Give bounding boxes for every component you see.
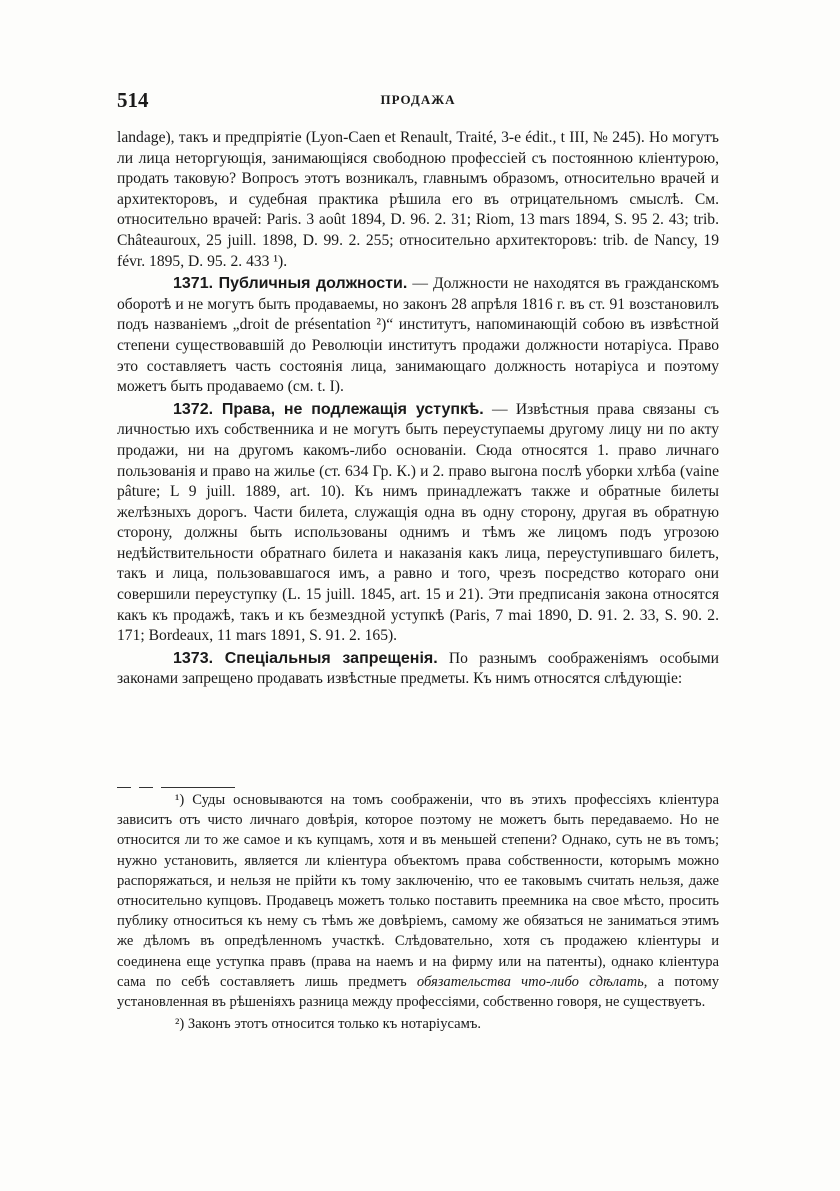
continuation-paragraph: landage), такъ и предпріятіе (Lyon-Caen et Renault, Traité, 3-е édit., t III, № 245). Но могутъ ли лица неторгующія, занимающіяся свободною профессіей съ постоянною кліентурою, продать таковую? Вопросъ этотъ возникалъ, главнымъ образомъ, относительно врачей и архитекторовъ, и судебная практика рѣшила его въ отрицательномъ смыслѣ. См. относительно врачей: Paris. 3 août 1894, D. 96. 2. 31; Riom, 13 mars 1894, S. 95 2. 43; trib. Châteauroux, 25 juill. 1898, D. 99. 2. 255; относительно архитекторовъ: trib. de Nancy, 19 févr. 1895, D. 95. 2. 433 ¹). (117, 129, 719, 270)
footnotes (117, 790, 719, 1034)
page-number: 514 (117, 88, 149, 112)
section-text: По разнымъ соображеніямъ особыми законами запрещено продавать извѣстные предметы. Къ нимъ относятся слѣдующіе: (117, 649, 719, 688)
main-text (117, 128, 719, 690)
page-header (117, 88, 719, 114)
section-1373 (117, 649, 719, 690)
section-1371 (117, 274, 719, 398)
footnote-1 (117, 790, 719, 1012)
rule-segment (117, 787, 131, 788)
rule-segment (161, 787, 235, 788)
footnote-emphasis: обязательства что-либо сдѣлать (416, 973, 644, 990)
rule-segment (139, 787, 153, 788)
section-1372 (117, 400, 719, 647)
section-text: — Должности не находятся въ гражданскомъ оборотѣ и не могутъ быть продаваемы, но законъ 28 апрѣля 1816 г. въ ст. 91 возстановилъ подъ названіемъ „droit de présentation ²)“ институтъ, напоминающій собою въ извѣстной степени существовавшій до Революціи институтъ продажи должности нотаріуса. Право это составляетъ часть состоянія лица, занимающаго должность нотаріуса и поэтому можетъ быть продаваемо (см. t. I). (117, 275, 720, 396)
section-heading: 1372. Права, не подлежащія уступкѣ. (173, 400, 484, 418)
footnote-text: ¹) Суды основываются на томъ соображеніи, что въ этихъ профессіяхъ кліентура зависитъ отъ чисто личнаго довѣрія, которое поэтому не можетъ быть передаваемо. Но не относится ли то же самое и къ купцамъ, хотя и въ меньшей степени? Однако, суть не въ томъ; нужно установить, является ли кліентура объектомъ права собственности, которымъ можно распоряжаться, и нельзя не прійти къ тому заключенію, что ее таковымъ считать нельзя, даже относительно купцовъ. Продавецъ можетъ только поставить преемника на свое мѣсто, просить публику относиться къ нему съ тѣмъ же довѣріемъ, самому же обязаться не заниматься этимъ же дѣломъ въ опредѣленномъ участкѣ. Слѣдовательно, хотя съ продажею кліентуры и соединена еще уступка правъ (права на наемъ и на фирму или на патенты), однако кліентура сама по себѣ составляетъ лишь предметъ (117, 792, 719, 990)
footnote-2: ²) Законъ этотъ относится только къ нотаріусамъ. (175, 1016, 482, 1033)
section-heading: 1371. Публичныя должности. (173, 275, 408, 293)
section-heading: 1373. Спеціальныя запрещенія. (173, 649, 438, 667)
running-title: ПРОДАЖА (380, 92, 456, 107)
section-text: — Извѣстныя права связаны съ личностью ихъ собственника и не могутъ быть переуступаемы другому лицу ни по акту продажи, ни на другомъ какомъ-либо основаніи. Сюда относятся 1. право личнаго пользованія и право на жилье (ст. 634 Гр. К.) и 2. право выгона послѣ уборки хлѣба (vaine pâture; L 9 juill. 1889, art. 10). Къ нимъ принадлежатъ также и обратные билеты желѣзныхъ дорогъ. Части билета, служащія одна въ одну сторону, другая въ обратную сторону, должны быть использованы однимъ и тѣмъ же лицомъ подъ угрозою недѣйствительности обратнаго билета и наказанія какъ лица, переуступившаго билетъ, такъ и лица, пользовавшагося имъ, а равно и того, чрезъ посредство котораго они совершили переуступку (L. 15 juill. 1845, art. 15 и 21). Эти предписанія закона относятся какъ къ продажѣ, такъ и къ безмездной уступкѣ (Paris, 7 mai 1890, D. 91. 2. 33, S. 90. 2. 171; Bordeaux, 11 mars 1891, S. 91. 2. 165). (117, 400, 720, 645)
footnote-text: , а потому установленная въ рѣшеніяхъ разница между профессіями, собственно говоря, не существуетъ. (117, 973, 719, 1011)
